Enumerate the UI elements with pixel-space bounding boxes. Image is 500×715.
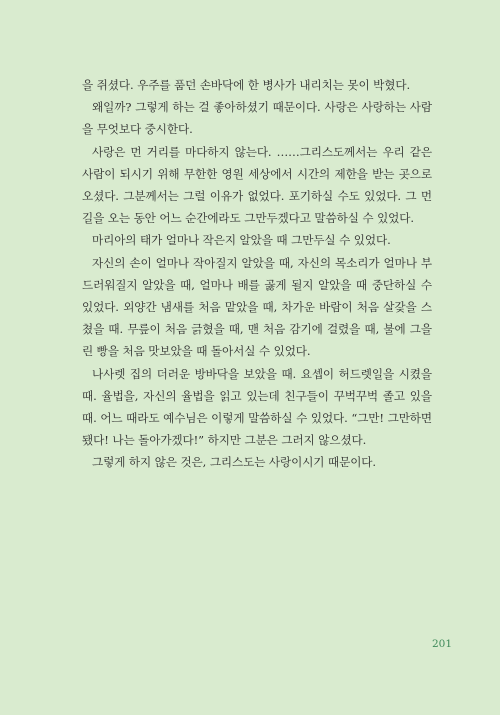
paragraph-7: 그렇게 하지 않은 것은, 그리스도는 사랑이시기 때문이다. [92, 455, 376, 470]
paragraph-3: 사랑은 먼 거리를 마다하지 않는다. ……그리스도께서는 우리 같은 사람이 되시기 위해 무한한 영원 세상에서 시간의 제한을 받는 곳으로 오셨다. 그분께서는 그럴 이유가 없었다. 포기하실 수도 있었다. 그 먼 길을 오는 동안 어느 순간에라도 그만두겠다고 말씀하실 수 있었다. [82, 144, 432, 226]
paragraph-1: 을 쥐셨다. 우주를 품던 손바닥에 한 병사가 내리치는 못이 박혔다. [82, 78, 411, 92]
body-text [82, 74, 432, 474]
paragraph-5: 자신의 손이 얼마나 작아질지 알았을 때, 자신의 목소리가 얼마나 부드러워질지 알았을 때, 얼마나 배를 곯게 될지 알았을 때 중단하실 수 있었다. 외양간 냄새를 처음 맡았을 때, 차가운 바람이 처음 살갗을 스쳤을 때. 무릎이 처음 긁혔을 때, 맨 처음 감기에 걸렸을 때, 불에 그을린 빵을 처음 맛보았을 때 돌아서실 수 있었다. [82, 255, 432, 359]
paragraph-6: 나사렛 집의 더러운 방바닥을 보았을 때. 요셉이 허드렛일을 시켰을 때. 율법을, 자신의 율법을 읽고 있는데 친구들이 꾸벅꾸벅 졸고 있을 때. 어느 때라도 예수님은 이렇게 말씀하실 수 있었다. “그만! 그만하면 됐다! 나는 돌아가겠다!” 하지만 그분은 그러지 않으셨다. [82, 366, 432, 448]
page-number: 201 [431, 638, 452, 650]
paragraph-2: 왜일까? 그렇게 하는 걸 좋아하셨기 때문이다. 사랑은 사랑하는 사람을 무엇보다 중시한다. [82, 100, 432, 137]
paragraph-4: 마리아의 태가 얼마나 작은지 알았을 때 그만두실 수 있었다. [92, 233, 391, 248]
